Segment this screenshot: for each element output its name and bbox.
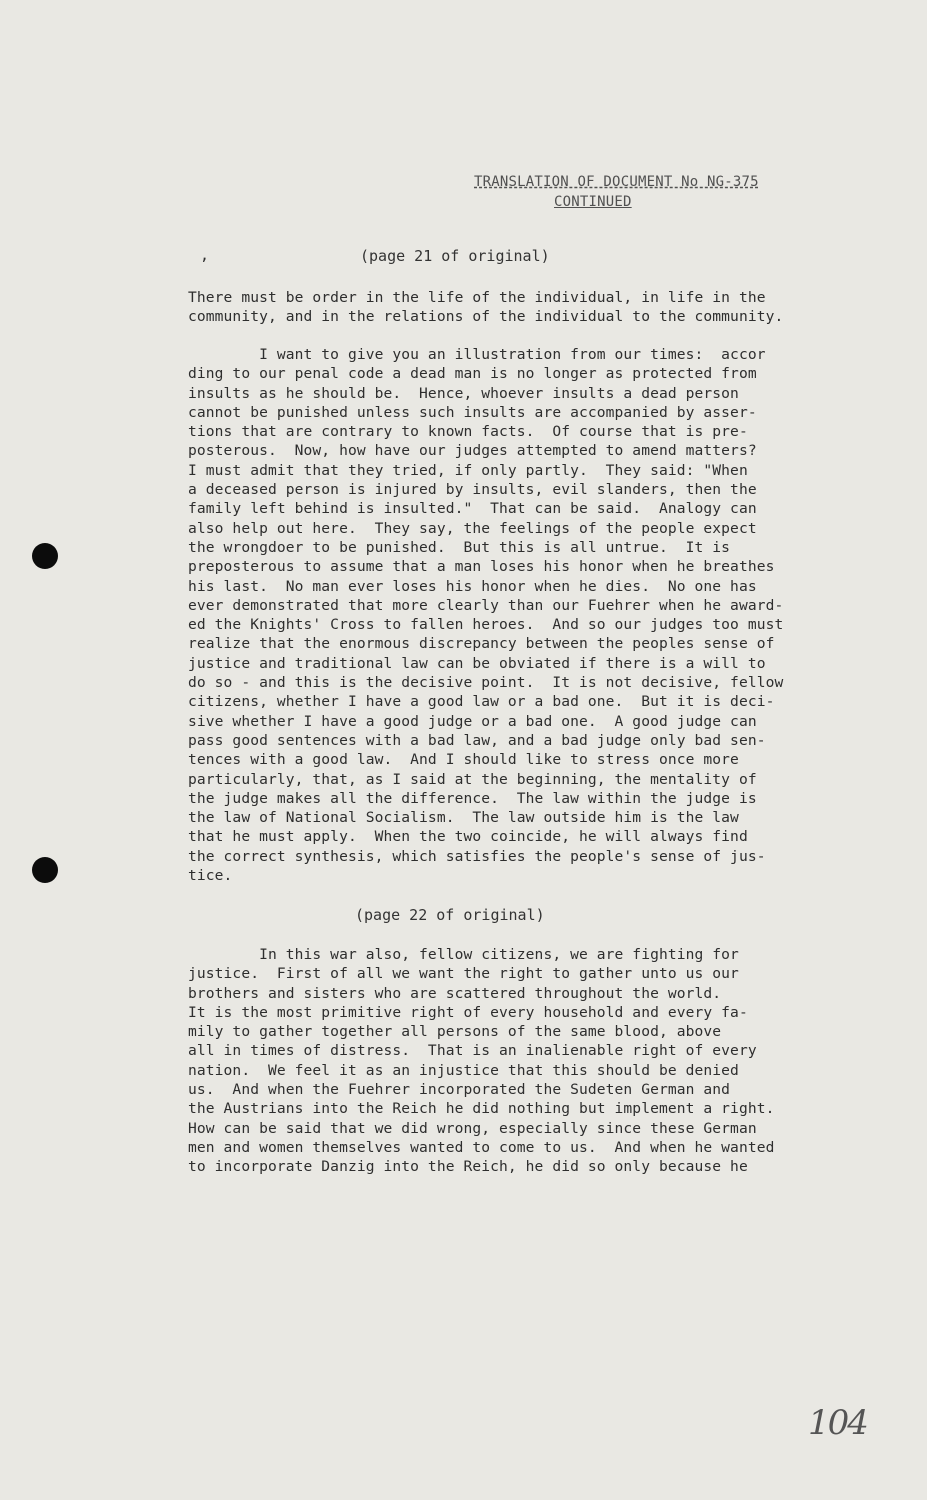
text-line: the law of National Socialism. The law outside him is the law [188, 809, 739, 827]
text-line: community, and in the relations of the individual to the community. [188, 308, 784, 326]
text-line: us. And when the Fuehrer incorporated the Sudeten German and [188, 1081, 731, 1099]
text-line: all in times of distress. That is an inalienable right of every [188, 1042, 757, 1060]
paragraph-illustration [188, 345, 783, 885]
handwritten-folio-number: 104 [808, 1403, 867, 1443]
page-reference-21: (page 21 of original) [360, 247, 550, 265]
text-line: the correct synthesis, which satisfies the people's sense of jus- [188, 847, 766, 865]
text-line: the Austrians into the Reich he did nothing but implement a right. [188, 1100, 775, 1118]
text-line: pass good sentences with a bad law, and a bad judge only bad sen- [188, 731, 766, 749]
text-line: justice and traditional law can be obviated if there is a will to [188, 654, 766, 672]
text-line: ding to our penal code a dead man is no longer as protected from [188, 365, 757, 383]
page-reference-22: (page 22 of original) [355, 906, 545, 924]
text-line: also help out here. They say, the feelings of the people expect [188, 519, 757, 537]
text-line: citizens, whether I have a good law or a bad one. But it is deci- [188, 693, 775, 711]
text-line: his last. No man ever loses his honor when he dies. No one has [188, 577, 757, 595]
text-line: How can be said that we did wrong, especially since these German [188, 1119, 757, 1137]
text-line: It is the most primitive right of every household and every fa- [188, 1003, 748, 1021]
text-line: In this war also, fellow citizens, we are fighting for [188, 946, 739, 963]
text-line: particularly, that, as I said at the beginning, the mentality of [188, 770, 757, 788]
text-line: preposterous to assume that a man loses his honor when he breathes [188, 558, 775, 576]
text-line: that he must apply. When the two coincide, he will always find [188, 828, 748, 846]
text-line: justice. First of all we want the right to gather unto us our [188, 965, 739, 983]
text-line: the wrongdoer to be punished. But this is all untrue. It is [188, 538, 731, 556]
text-line: brothers and sisters who are scattered throughout the world. [188, 984, 722, 1002]
text-line: sive whether I have a good judge or a bad one. A good judge can [188, 712, 757, 730]
text-line: realize that the enormous discrepancy between the peoples sense of [188, 635, 775, 653]
text-line: posterous. Now, how have our judges attempted to amend matters? [188, 442, 757, 460]
text-line: ed the Knights' Cross to fallen heroes. And so our judges too must [188, 616, 784, 634]
text-line: tice. [188, 867, 233, 885]
text-line: There must be order in the life of the individual, in life in the [188, 289, 766, 306]
header-continued: CONTINUED [554, 194, 632, 210]
text-line: cannot be punished unless such insults are accompanied by asser- [188, 403, 757, 421]
document-header [474, 172, 834, 212]
text-line: I must admit that they tried, if only partly. They said: "When [188, 461, 748, 479]
text-line: a deceased person is injured by insults, evil slanders, then the [188, 481, 757, 499]
text-line: mily to gather together all persons of the same blood, above [188, 1023, 722, 1041]
text-line: do so - and this is the decisive point. It is not decisive, fellow [188, 674, 784, 692]
text-line: family left behind is insulted." That can be said. Analogy can [188, 500, 757, 518]
text-line: tences with a good law. And I should like to stress once more [188, 751, 739, 769]
paragraph-order [188, 288, 783, 327]
paragraph-war-justice [188, 945, 775, 1177]
text-line: ever demonstrated that more clearly than our Fuehrer when he award- [188, 596, 784, 614]
text-line: to incorporate Danzig into the Reich, he did so only because he [188, 1158, 748, 1176]
text-line: the judge makes all the difference. The law within the judge is [188, 789, 757, 807]
punch-hole-top [32, 543, 58, 569]
text-line: men and women themselves wanted to come to us. And when he wanted [188, 1138, 775, 1156]
punch-hole-bottom [32, 857, 58, 883]
header-title: TRANSLATION OF DOCUMENT No NG-375 [474, 174, 759, 190]
text-line: tions that are contrary to known facts. Of course that is pre- [188, 423, 748, 441]
text-line: I want to give you an illustration from our times: accor [188, 346, 766, 363]
stray-mark: , [200, 246, 210, 264]
text-line: nation. We feel it as an injustice that this should be denied [188, 1061, 739, 1079]
text-line: insults as he should be. Hence, whoever insults a dead person [188, 384, 739, 402]
